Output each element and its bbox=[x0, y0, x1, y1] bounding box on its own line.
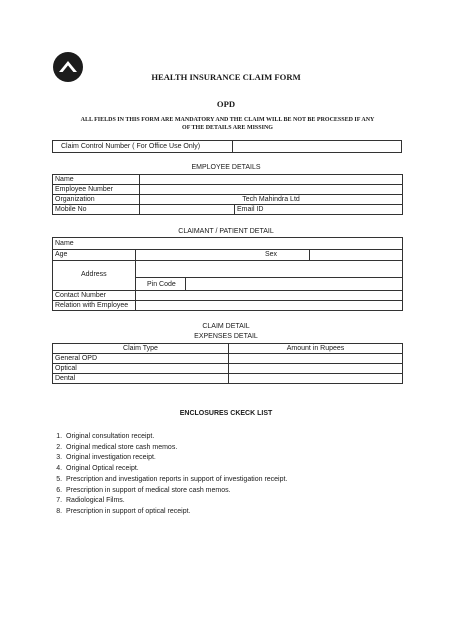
claim-control-label: Claim Control Number ( For Office Use Only) bbox=[61, 143, 201, 150]
table-row bbox=[53, 354, 403, 364]
employee-details-heading: EMPLOYEE DETAILS bbox=[191, 164, 261, 171]
claimant-name-label: Name bbox=[55, 240, 74, 247]
claimant-name-field[interactable] bbox=[136, 238, 402, 249]
form-subtitle: OPD bbox=[216, 99, 236, 109]
claim-control-box bbox=[52, 140, 402, 153]
enclosures-heading: ENCLOSURES CKECK LIST bbox=[179, 410, 273, 417]
amount-dental-field[interactable] bbox=[229, 374, 403, 384]
relation-label: Relation with Employee bbox=[55, 302, 129, 309]
amount-optical-field[interactable] bbox=[229, 364, 403, 374]
organization-label: Organization bbox=[53, 195, 140, 205]
contact-number-label: Contact Number bbox=[55, 292, 106, 299]
relation-field[interactable] bbox=[136, 301, 402, 310]
list-item: 6. Prescription in support of medical store cash memos. bbox=[64, 486, 287, 497]
table-row bbox=[53, 364, 403, 374]
table-row bbox=[53, 344, 403, 354]
table-row bbox=[53, 175, 403, 185]
list-item: 3. Original investigation receipt. bbox=[64, 453, 287, 464]
claim-type-header: Claim Type bbox=[53, 344, 229, 354]
mobile-label: Mobile No bbox=[53, 205, 140, 215]
list-item: 7. Radiological Films. bbox=[64, 496, 287, 507]
mandatory-notice-line1: ALL FIELDS IN THIS FORM ARE MANDATORY AND THE CLAIM WILL BE NOT BE PROCESSED IF ANY bbox=[80, 117, 375, 123]
employee-name-label: Name bbox=[53, 175, 140, 185]
list-item: 1. Original consultation receipt. bbox=[64, 432, 287, 443]
claim-type-optical: Optical bbox=[53, 364, 229, 374]
email-label: Email ID bbox=[237, 206, 264, 213]
contact-number-field[interactable] bbox=[136, 291, 402, 300]
age-label: Age bbox=[55, 251, 68, 258]
amount-general-opd-field[interactable] bbox=[229, 354, 403, 364]
pincode-label: Pin Code bbox=[147, 281, 176, 288]
employee-number-label: Employee Number bbox=[53, 185, 140, 195]
email-cell[interactable] bbox=[235, 205, 403, 215]
enclosures-list bbox=[50, 432, 287, 518]
organization-value: Tech Mahindra Ltd bbox=[140, 195, 403, 205]
mandatory-notice-line2: OF THE DETAILS ARE MISSING bbox=[182, 125, 273, 131]
claimant-table bbox=[52, 237, 403, 311]
table-row bbox=[53, 374, 403, 384]
address-field[interactable] bbox=[136, 261, 402, 277]
form-title: HEALTH INSURANCE CLAIM FORM bbox=[151, 72, 301, 82]
sex-field[interactable] bbox=[310, 250, 402, 260]
mobile-field[interactable] bbox=[140, 205, 235, 215]
list-item: 8. Prescription in support of optical receipt. bbox=[64, 507, 287, 518]
amount-header: Amount in Rupees bbox=[229, 344, 403, 354]
table-row bbox=[53, 205, 403, 215]
claim-control-field[interactable] bbox=[233, 141, 401, 152]
list-item: 2. Original medical store cash memos. bbox=[64, 443, 287, 454]
claim-type-general-opd: General OPD bbox=[53, 354, 229, 364]
claim-detail-heading: CLAIM DETAIL bbox=[202, 323, 250, 330]
employee-name-field[interactable] bbox=[140, 175, 403, 185]
mandatory-notice bbox=[40, 116, 415, 132]
list-item: 4. Original Optical receipt. bbox=[64, 464, 287, 475]
claim-detail-table bbox=[52, 343, 403, 384]
expenses-detail-heading: EXPENSES DETAIL bbox=[194, 333, 258, 340]
claim-type-dental: Dental bbox=[53, 374, 229, 384]
table-row bbox=[53, 185, 403, 195]
sex-label: Sex bbox=[265, 251, 278, 258]
claimant-heading: CLAIMANT / PATIENT DETAIL bbox=[178, 228, 274, 235]
address-label: Address bbox=[81, 271, 107, 278]
employee-number-field[interactable] bbox=[140, 185, 403, 195]
employee-details-table bbox=[52, 174, 403, 215]
list-item: 5. Prescription and investigation reports in support of investigation receipt. bbox=[64, 475, 287, 486]
pincode-field[interactable] bbox=[186, 278, 402, 290]
table-row bbox=[53, 195, 403, 205]
